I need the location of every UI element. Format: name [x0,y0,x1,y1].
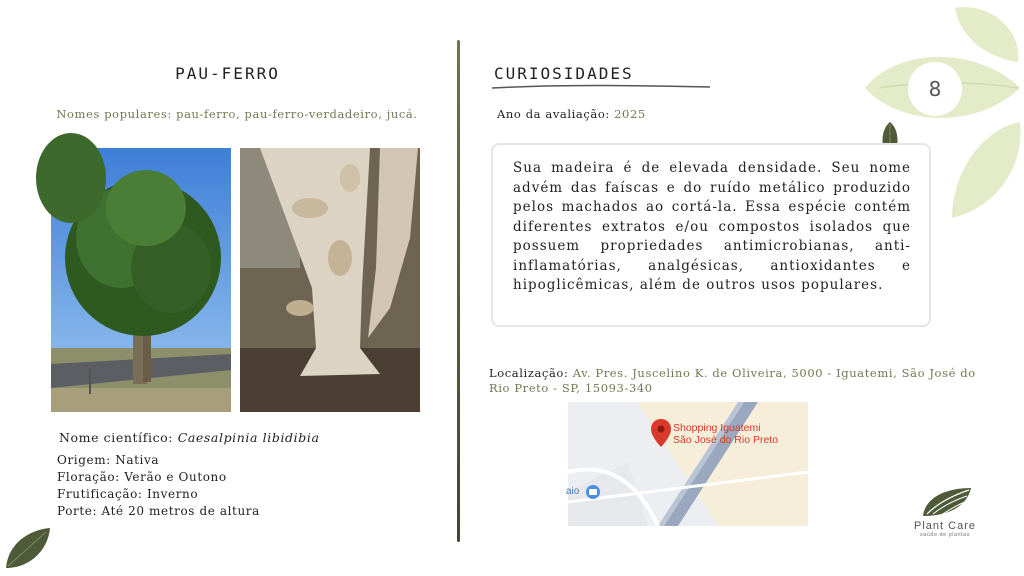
page-number: 8 [928,77,942,101]
evaluation-year-label: Ano da avaliação: [497,107,615,121]
leaf-bottom-icon [952,122,1021,218]
fruiting: Frutificação: Inverno [57,487,199,501]
evaluation-year [497,107,646,121]
size: Porte: Até 20 metros de altura [57,504,260,518]
title-underline [490,84,712,90]
map-place-line1: Shopping Iguatemi [673,422,761,434]
location-map[interactable] [568,402,808,526]
species-title: PAU-FERRO [175,64,280,83]
trunk-photo [240,148,420,412]
page-number-circle [908,62,962,116]
brand-logo [895,486,995,546]
map-pin-icon [650,418,672,448]
curiosities-title: CURIOSIDADES [494,64,634,83]
flowering: Floração: Verão e Outono [57,470,227,484]
map-place-name [673,422,778,446]
scientific-name-label: Nome científico: [59,430,178,445]
location-address: Av. Pres. Juscelino K. de Oliveira, 5000 - Iguatemi, São José do Rio Preto - SP, 15093-340 [489,366,976,395]
scientific-name-line [59,430,320,445]
origin: Origem: Nativa [57,453,160,467]
evaluation-year-value: 2025 [614,107,646,121]
tree-photo [51,148,231,412]
leaf-top-icon [955,7,1018,62]
map-edge-label: aio [566,486,580,497]
map-place-line2: São José do Rio Preto [673,434,779,446]
brand-leaf-icon [915,486,975,518]
popular-names: Nomes populares: pau-ferro, pau-ferro-verdadeiro, jucá. [56,107,418,121]
curiosity-text: Sua madeira é de elevada densidade. Seu nome advém das faíscas e do ruído metálico produzido pelos machados ao cortá-la. Essa espécie contém diferentes extratos e/ou compostos isolados que possuem propriedades antimicrobianas, anti-inflamatórias, analgésicas, antioxidantes e hipoglicêmicas, além de outros usos populares. [513,160,911,293]
location [489,366,989,396]
species-details [57,452,260,520]
curiosity-box [491,143,931,327]
location-label: Localização: [489,366,573,380]
brand-name: Plant Care [914,520,976,532]
leaf-bottom-left-icon [2,526,52,572]
scientific-name: Caesalpinia libidibia [177,430,320,445]
brand-tagline: saúde de plantas [920,532,970,538]
